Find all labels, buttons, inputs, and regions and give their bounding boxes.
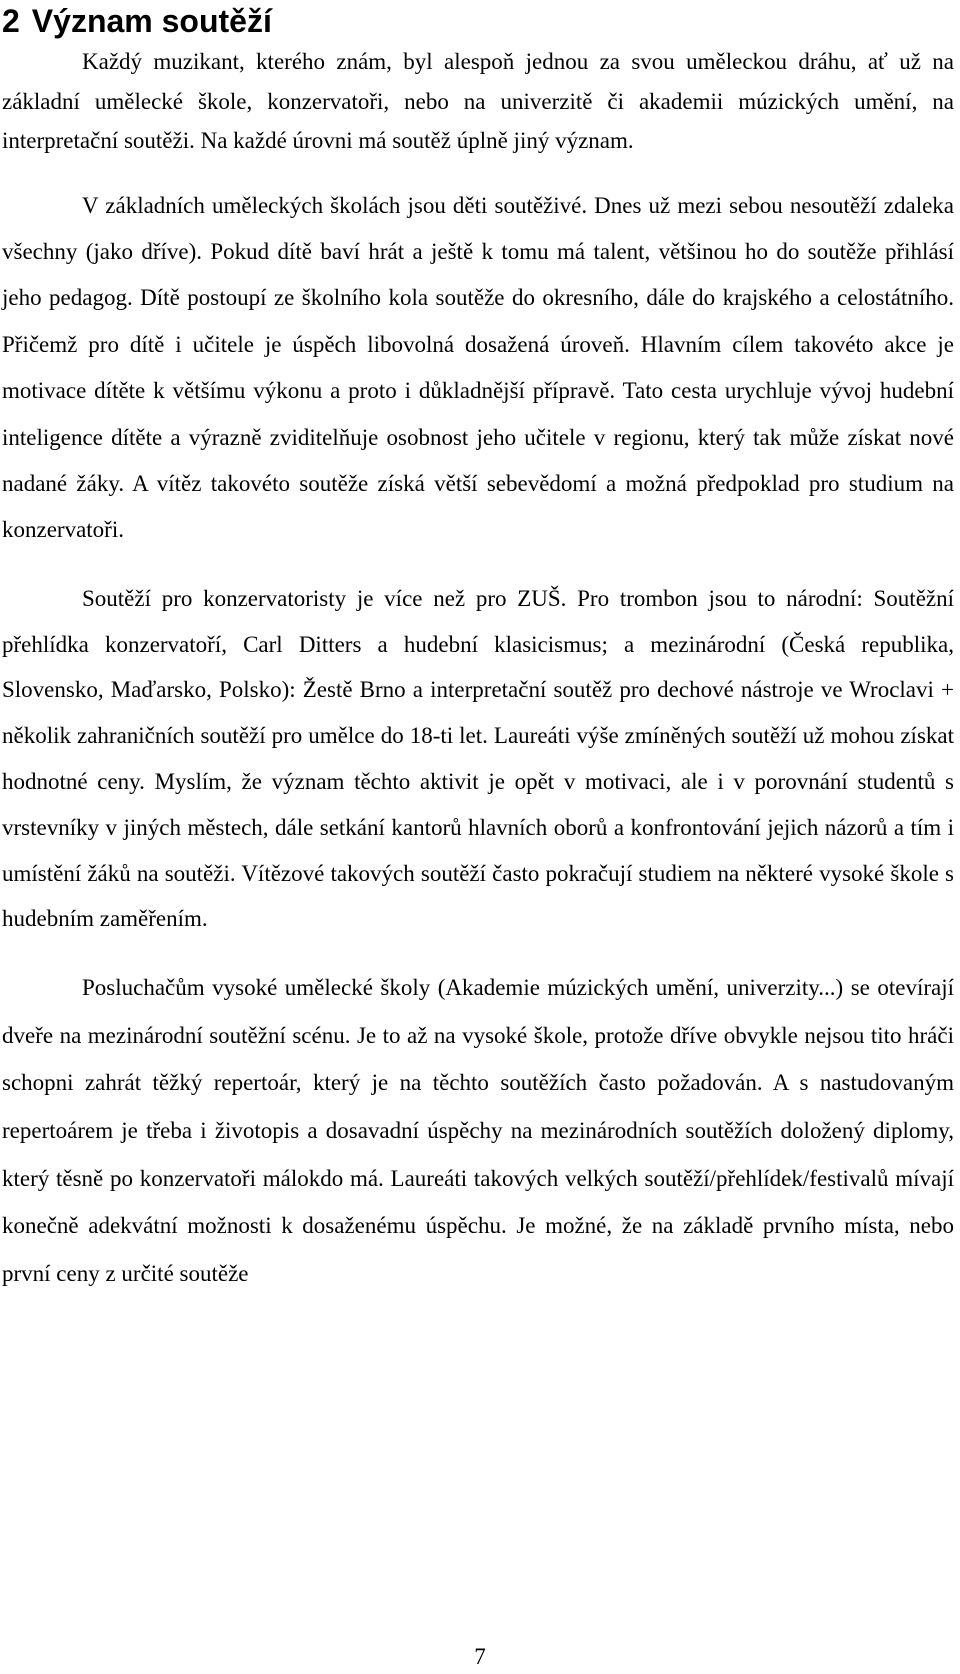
paragraph: Posluchačům vysoké umělecké školy (Akademie múzických umění, univerzity...) se otevírají dveře na mezinárodní soutěžní scénu. Je to až na vysoké škole, protože dříve obvykle nejsou tito hráči schopni zahrát těžký repertoár, který je na těchto soutěžích často požadován. A s nastudovaným repertoárem je třeba i životopis a dosavadní úspěchy na mezinárodních soutěžích doložený diplomy, který těsně po konzervatoři málokdo má. Laureáti takových velkých soutěží/přehlídek/festivalů mívají konečně adekvátní možnosti k dosaženému úspěchu. Je možné, že na základě prvního místa, nebo první ceny z určité soutěže (2, 975, 954, 1286)
page-number: 7 (474, 1644, 486, 1669)
paragraph: Každý muzikant, kterého znám, byl alespoň jednou za svou uměleckou dráhu, ať už na základní umělecké škole, konzervatoři, nebo na univerzitě či akademii múzických umění, na interpretační soutěži. Na každé úrovni má soutěž úplně jiný význam. (2, 49, 954, 153)
section-number: 2 (2, 3, 20, 39)
paragraph: V základních uměleckých školách jsou děti soutěživé. Dnes už mezi sebou nesoutěží zdaleka všechny (jako dříve). Pokud dítě baví hrát a ještě k tomu má talent, většinou ho do soutěže přihlásí jeho pedagog. Dítě postoupí ze školního kola soutěže do okresního, dále do krajského a celostátního. Přičemž pro dítě i učitele je úspěch libovolná dosažená úroveň. Hlavním cílem takovéto akce je motivace dítěte k většímu výkonu a proto i důkladnější přípravě. Tato cesta urychluje vývoj hudební inteligence dítěte a výrazně zviditelňuje osobnost jeho učitele v regionu, který tak může získat nové nadané žáky. A vítěz takovéto soutěže získá větší sebevědomí a možná předpoklad pro studium na konzervatoři. (2, 192, 954, 543)
body-text (2, 42, 954, 1297)
section-heading (2, 2, 272, 40)
section-title: Význam soutěží (31, 3, 272, 39)
paragraph: Soutěží pro konzervatoristy je více než pro ZUŠ. Pro trombon jsou to národní: Soutěžní přehlídka konzervatoří, Carl Ditters a hudební klasicismus; a mezinárodní (Česká republika, Slovensko, Maďarsko, Polsko): Žestě Brno a interpretační soutěž pro dechové nástroje ve Wroclavi + několik zahraničních soutěží pro umělce do 18-ti let. Laureáti výše zmíněných soutěží už mohou získat hodnotné ceny. Myslím, že význam těchto aktivit je opět v motivaci, ale i v porovnání studentů s vrstevníky v jiných městech, dále setkání kantorů hlavních oborů a konfrontování jejich názorů a tím i umístění žáků na soutěži. Vítězové takových soutěží často pokračují studiem na některé vysoké škole s hudebním zaměřením. (2, 585, 954, 932)
